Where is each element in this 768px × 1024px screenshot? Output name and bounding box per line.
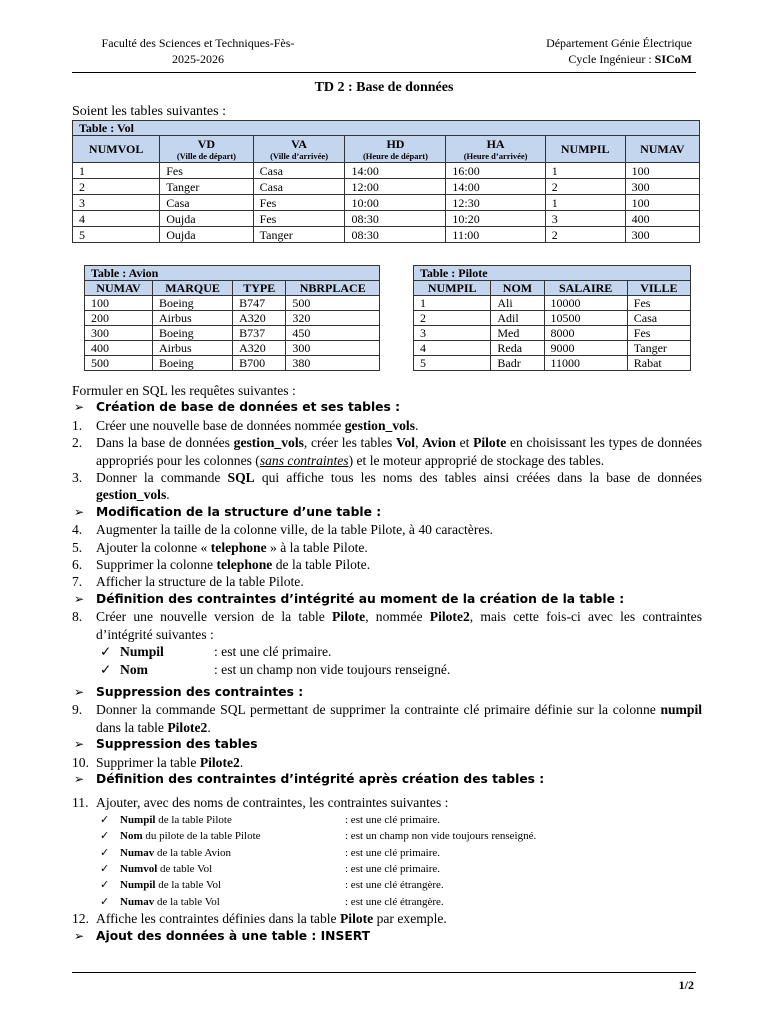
table-row — [85, 356, 380, 371]
vol-col-header: NUMVOL — [73, 136, 160, 163]
intro-text: Soient les tables suivantes : — [72, 104, 226, 119]
table-cell: 2 — [414, 311, 491, 326]
table-cell: 10000 — [544, 296, 627, 311]
cycle-line — [452, 51, 692, 67]
table-cell: 1 — [414, 296, 491, 311]
table-cell: Casa — [160, 195, 253, 211]
arrow-bullet-icon: ➢ — [74, 591, 85, 606]
table-cell: Fes — [627, 326, 690, 341]
table-cell: Airbus — [153, 311, 233, 326]
constraint-item: ✓ Nom : est un champ non vide toujours renseigné. — [100, 661, 451, 677]
header-left — [78, 35, 318, 67]
table-cell: 100 — [85, 296, 153, 311]
table-cell: 4 — [73, 211, 160, 227]
table-cell: B700 — [233, 356, 286, 371]
checkmark-icon: ✓ — [100, 661, 112, 677]
table-cell: 2 — [545, 227, 625, 243]
table-cell: Tanger — [160, 179, 253, 195]
table-cell: 12:00 — [345, 179, 446, 195]
avion-col-header: NBRPLACE — [286, 281, 380, 296]
pilote-col-header: SALAIRE — [544, 281, 627, 296]
table-cell: A320 — [233, 311, 286, 326]
table-row — [414, 356, 691, 371]
table-cell: Fes — [627, 296, 690, 311]
pilote-table-body — [414, 296, 691, 371]
table-cell: 10:20 — [446, 211, 545, 227]
checkmark-icon: ✓ — [100, 846, 110, 859]
question-item: 6. Supprimer la colonne telephone de la table Pilote. — [72, 557, 371, 573]
table-cell: Ali — [491, 296, 544, 311]
table-cell: Fes — [253, 195, 345, 211]
table-cell: 1 — [545, 163, 625, 179]
table-cell: Badr — [491, 356, 544, 371]
table-cell: 300 — [625, 179, 699, 195]
table-cell: Boeing — [153, 326, 233, 341]
constraint-item: ✓ Numvol de table Vol : est une clé primaire. — [72, 861, 702, 877]
table-cell: 16:00 — [446, 163, 545, 179]
constraint-item: ✓ Numav de la table Vol : est une clé étrangère. — [72, 894, 702, 910]
question-item: 12. Affiche les contraintes définies dans la table Pilote par exemple. — [72, 911, 447, 927]
table-cell: 12:30 — [446, 195, 545, 211]
table-cell: Boeing — [153, 356, 233, 371]
table-cell: 14:00 — [446, 179, 545, 195]
table-cell: 300 — [85, 326, 153, 341]
table-cell: 1 — [73, 163, 160, 179]
exercise-content — [72, 382, 702, 945]
table-cell: 08:30 — [345, 227, 446, 243]
question-item: 8. Créer une nouvelle version de la table Pilote, nommée Pilote2, mais cette fois-ci avec les contraintes d’intégrité suivantes : — [72, 609, 702, 642]
question-item: 1. Créer une nouvelle base de données nommée gestion_vols. — [72, 417, 419, 433]
constraint-item: ✓ Numpil de la table Pilote : est une clé primaire. — [72, 812, 702, 828]
table-cell: Casa — [253, 179, 345, 195]
table-cell: 5 — [414, 356, 491, 371]
arrow-bullet-icon: ➢ — [74, 504, 85, 519]
table-cell: Oujda — [160, 211, 253, 227]
pilote-col-header: NOM — [491, 281, 544, 296]
checkmark-icon: ✓ — [100, 830, 110, 843]
avion-table — [84, 265, 380, 371]
question-item: 5. Ajouter la colonne « telephone » à la table Pilote. — [72, 539, 368, 555]
vol-col-header: VA (Ville d’arrivée) — [253, 136, 345, 163]
table-cell: 500 — [286, 296, 380, 311]
table-cell: Oujda — [160, 227, 253, 243]
question-item: 7. Afficher la structure de la table Pilote. — [72, 574, 304, 590]
table-row — [414, 296, 691, 311]
table-cell: A320 — [233, 341, 286, 356]
table-cell: 11000 — [544, 356, 627, 371]
table-cell: Rabat — [627, 356, 690, 371]
table-cell: 400 — [85, 341, 153, 356]
table-cell: 9000 — [544, 341, 627, 356]
constraints-list — [72, 812, 702, 910]
table-row — [85, 326, 380, 341]
constraint-item: ✓ Nom du pilote de la table Pilote : est un champ non vide toujours renseigné. — [72, 828, 702, 844]
checkmark-icon: ✓ — [100, 862, 110, 875]
table-cell: Boeing — [153, 296, 233, 311]
vol-col-header: NUMAV — [625, 136, 699, 163]
table-row — [73, 179, 700, 195]
table-cell: 2 — [545, 179, 625, 195]
arrow-bullet-icon: ➢ — [74, 684, 85, 699]
table-cell: 3 — [73, 195, 160, 211]
checkmark-icon: ✓ — [100, 895, 110, 908]
pilote-table — [413, 265, 691, 371]
section-heading: ➢ Création de base de données et ses tables : — [72, 399, 702, 416]
checkmark-icon: ✓ — [100, 813, 110, 826]
table-cell: 4 — [414, 341, 491, 356]
section-heading: ➢ Ajout des données à une table : INSERT — [72, 928, 702, 945]
question-item: 10. Supprimer la table Pilote2. — [72, 754, 244, 770]
table-cell: 10:00 — [345, 195, 446, 211]
section-heading: ➢ Suppression des tables — [72, 736, 702, 753]
table-cell: 200 — [85, 311, 153, 326]
arrow-bullet-icon: ➢ — [74, 928, 85, 943]
pilote-col-header: NUMPIL — [414, 281, 491, 296]
question-item: 2. Dans la base de données gestion_vols, créer les tables Vol, Avion et Pilote en choisissant les types de données appropriés pour les colonnes (sans contraintes) et le moteur approprié de stockage des tables. — [72, 435, 702, 468]
constraint-item: ✓ Numpil : est une clé primaire. — [100, 644, 332, 660]
arrow-bullet-icon: ➢ — [74, 771, 85, 786]
vol-table-body — [73, 163, 700, 243]
table-row — [73, 211, 700, 227]
section-heading: ➢ Suppression des contraintes : — [72, 684, 702, 701]
arrow-bullet-icon: ➢ — [74, 400, 85, 415]
table-row — [73, 163, 700, 179]
checkmark-icon: ✓ — [100, 879, 110, 892]
avion-col-header: MARQUE — [153, 281, 233, 296]
cycle-program: SICoM — [654, 52, 692, 66]
instructions-text: Formuler en SQL les requêtes suivantes : — [72, 383, 296, 398]
academic-year: 2025-2026 — [172, 52, 224, 66]
table-row — [73, 227, 700, 243]
page-title: TD 2 : Base de données — [314, 80, 454, 95]
avion-table-caption: Table : Avion — [85, 266, 380, 281]
page-number: 1/2 — [678, 978, 694, 992]
table-row — [85, 311, 380, 326]
table-cell: 14:00 — [345, 163, 446, 179]
table-cell: 500 — [85, 356, 153, 371]
section-heading: ➢ Définition des contraintes d’intégrité après création des tables : — [72, 771, 702, 788]
table-cell: 100 — [625, 163, 699, 179]
table-cell: Tanger — [627, 341, 690, 356]
department-name: Département Génie Électrique — [546, 36, 692, 50]
table-row — [85, 296, 380, 311]
avion-col-header: NUMAV — [85, 281, 153, 296]
vol-col-header: VD (Ville de départ) — [160, 136, 253, 163]
table-cell: 400 — [625, 211, 699, 227]
vol-table-caption: Table : Vol — [73, 121, 700, 136]
table-row — [414, 311, 691, 326]
table-cell: 3 — [545, 211, 625, 227]
table-cell: 11:00 — [446, 227, 545, 243]
table-cell: 08:30 — [345, 211, 446, 227]
section-heading: ➢ Définition des contraintes d’intégrité au moment de la création de la table : — [72, 591, 702, 608]
question-item: 9. Donner la commande SQL permettant de supprimer la contrainte clé primaire définie sur la colonne numpil dans la table Pilote2. — [72, 702, 702, 735]
table-cell: 2 — [73, 179, 160, 195]
table-cell: 300 — [625, 227, 699, 243]
table-cell: 3 — [414, 326, 491, 341]
footer-divider — [72, 972, 696, 973]
constraint-item: ✓ Numpil de la table Vol : est une clé étrangère. — [72, 877, 702, 893]
vol-col-header: NUMPIL — [545, 136, 625, 163]
table-cell: Tanger — [253, 227, 345, 243]
table-cell: Casa — [253, 163, 345, 179]
table-cell: B737 — [233, 326, 286, 341]
table-cell: 8000 — [544, 326, 627, 341]
cycle-label: Cycle Ingénieur : — [568, 52, 655, 66]
vol-col-header: HA (Heure d’arrivée) — [446, 136, 545, 163]
question-item: 4. Augmenter la taille de la colonne ville, de la table Pilote, à 40 caractères. — [72, 522, 494, 538]
pilote-col-header: VILLE — [627, 281, 690, 296]
question-item: 11. Ajouter, avec des noms de contraintes, les contraintes suivantes : — [72, 795, 449, 811]
table-cell: 1 — [545, 195, 625, 211]
avion-col-header: TYPE — [233, 281, 286, 296]
table-row — [414, 341, 691, 356]
section-heading: ➢ Modification de la structure d’une table : — [72, 504, 702, 521]
table-cell: Casa — [627, 311, 690, 326]
table-cell: 100 — [625, 195, 699, 211]
pilote-table-caption: Table : Pilote — [414, 266, 691, 281]
table-cell: Fes — [253, 211, 345, 227]
avion-table-body — [85, 296, 380, 371]
checkmark-icon: ✓ — [100, 644, 112, 660]
vol-col-header: HD (Heure de départ) — [345, 136, 446, 163]
table-cell: Adil — [491, 311, 544, 326]
table-cell: 5 — [73, 227, 160, 243]
table-cell: 380 — [286, 356, 380, 371]
header-divider — [72, 72, 696, 73]
table-cell: 300 — [286, 341, 380, 356]
table-cell: Fes — [160, 163, 253, 179]
vol-table — [72, 120, 700, 243]
table-cell: 320 — [286, 311, 380, 326]
table-cell: Airbus — [153, 341, 233, 356]
table-row — [414, 326, 691, 341]
arrow-bullet-icon: ➢ — [74, 737, 85, 752]
table-cell: B747 — [233, 296, 286, 311]
question-item: 3. Donner la commande SQL qui affiche tous les noms des tables ainsi créées dans la base de données gestion_vols. — [72, 470, 702, 503]
table-cell: Reda — [491, 341, 544, 356]
constraint-item: ✓ Numav de la table Avion : est une clé primaire. — [72, 845, 702, 861]
table-row — [73, 195, 700, 211]
header-right — [452, 35, 692, 67]
table-cell: Med — [491, 326, 544, 341]
faculty-name: Faculté des Sciences et Techniques-Fès- — [101, 36, 295, 50]
table-row — [85, 341, 380, 356]
table-cell: 10500 — [544, 311, 627, 326]
table-cell: 450 — [286, 326, 380, 341]
